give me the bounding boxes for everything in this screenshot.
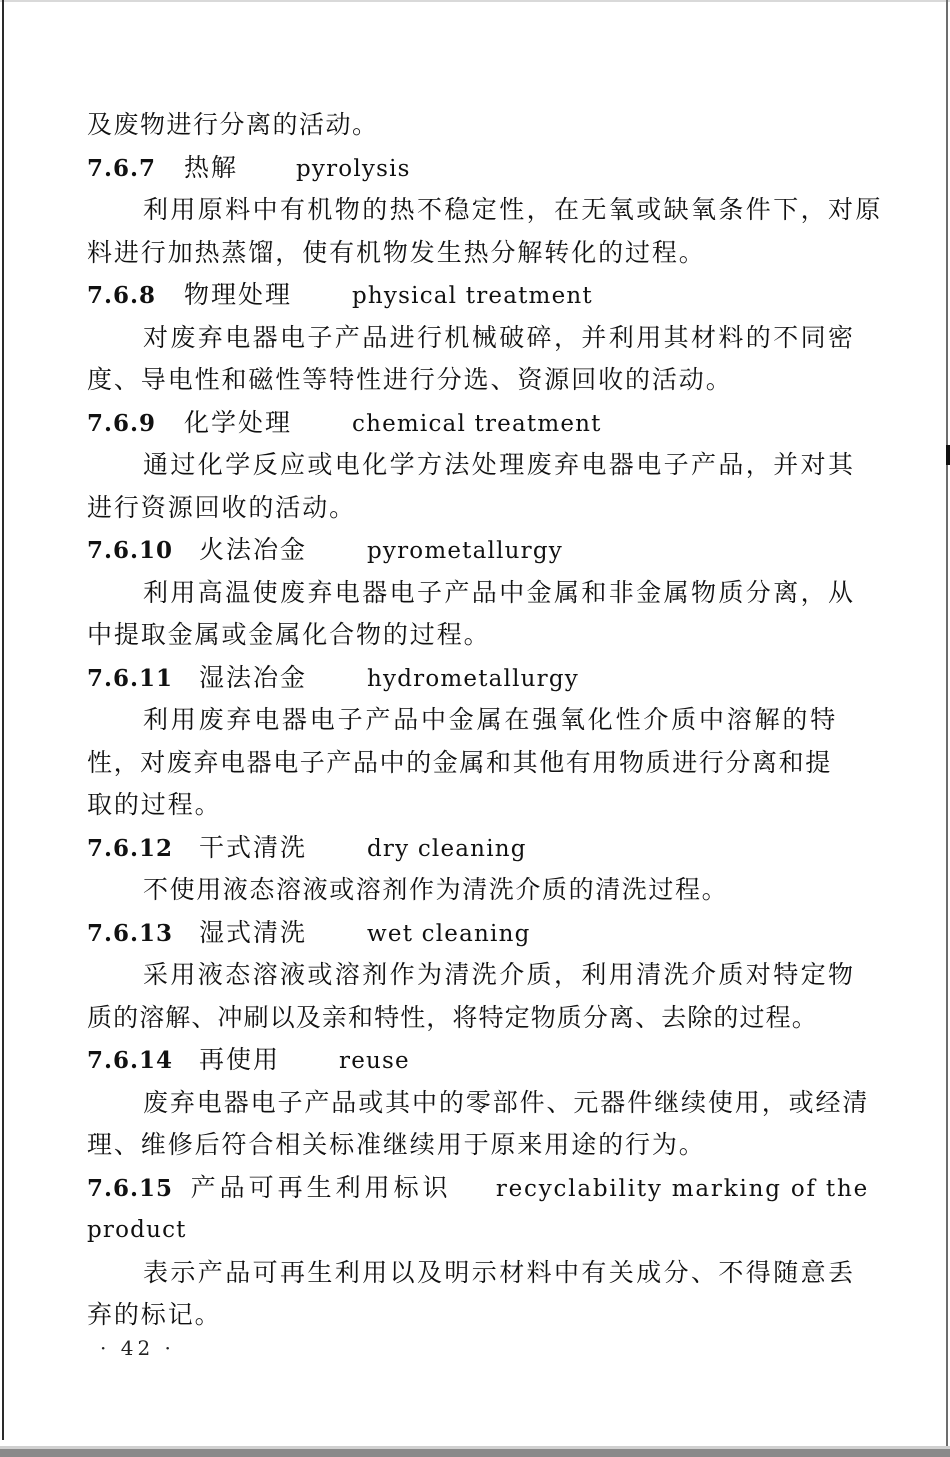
term-heading (87, 912, 869, 955)
clause-number: 7.6.8 (87, 282, 157, 309)
clause-number: 7.6.10 (87, 537, 174, 564)
page-edge-left (2, 0, 4, 1440)
term-chinese: 湿法冶金 (199, 662, 308, 692)
term-chinese: 火法冶金 (199, 535, 308, 564)
clause-number: 7.6.9 (87, 409, 157, 437)
definition-line: 利用原料中有机物的热不稳定性，在无氧或缺氧条件下，对原 (143, 195, 883, 224)
definition-text (87, 317, 869, 402)
definition-text (87, 572, 869, 657)
definition-text (87, 444, 869, 529)
definition-line: 度、导电性和磁性等特性进行分选、资源回收的活动。 (87, 365, 733, 394)
definition-line: 表示产品可再生利用以及明示材料中有关成分、不得随意丢 (143, 1257, 856, 1287)
term-heading (87, 1039, 869, 1082)
term-heading (87, 827, 869, 870)
continuation-text: 及废物进行分离的活动。 (87, 110, 379, 139)
definition-line: 弃的标记。 (87, 1300, 222, 1329)
term-english: wet cleaning (367, 920, 531, 947)
definition-text (87, 699, 869, 827)
clause-number: 7.6.12 (87, 834, 174, 862)
definition-line: 进行资源回收的活动。 (87, 492, 357, 522)
page-edge-top (0, 0, 950, 2)
term-english: hydrometallurgy (367, 665, 579, 692)
definition-line: 利用废弃电器电子产品中金属在强氧化性介质中溶解的特 (143, 705, 839, 734)
clause-number: 7.6.13 (87, 919, 174, 947)
definition-line: 不使用液态溶液或溶剂作为清洗介质的清洗过程。 (143, 875, 729, 904)
clause-number: 7.6.15 (87, 1174, 174, 1202)
term-chinese: 湿式清洗 (199, 917, 308, 947)
definition-text (87, 954, 869, 1039)
definition-line: 对废弃电器电子产品进行机械破碎，并利用其材料的不同密 (143, 322, 856, 352)
term-english: dry cleaning (367, 835, 527, 862)
term-chinese: 化学处理 (184, 407, 293, 437)
definition-line: 采用液态溶液或溶剂作为清洗介质，利用清洗介质对特定物 (143, 960, 856, 989)
term-heading (87, 274, 869, 317)
definition-line: 中提取金属或金属化合物的过程。 (87, 620, 491, 649)
definition-line: 性，对废弃电器电子产品中的金属和其他有用物质进行分离和提 (87, 747, 832, 777)
page-edge-right (946, 0, 948, 1457)
definition-line: 取的过程。 (87, 790, 222, 819)
term-chinese: 物理处理 (184, 280, 293, 309)
clause-number: 7.6.11 (87, 664, 174, 692)
term-heading (87, 1167, 869, 1210)
term-english-continued: product (87, 1217, 187, 1243)
page-edge-mark (946, 445, 950, 465)
term-chinese: 干式清洗 (199, 832, 308, 862)
term-english: recyclability marking of the (495, 1175, 869, 1202)
term-heading (87, 529, 869, 572)
definition-line: 料进行加热蒸馏，使有机物发生热分解转化的过程。 (87, 237, 706, 267)
term-english: pyrolysis (296, 155, 411, 182)
definition-text (87, 189, 883, 274)
term-heading (87, 147, 869, 190)
clause-number: 7.6.14 (87, 1047, 174, 1074)
term-english: reuse (339, 1048, 410, 1074)
definition-line: 理、维修后符合相关标准继续用于原来用途的行为。 (87, 1130, 706, 1159)
page-number: · 42 · (100, 1336, 175, 1360)
term-chinese: 产品可再生利用标识 (190, 1172, 452, 1202)
definition-line: 废弃电器电子产品或其中的零部件、元器件继续使用，或经清 (143, 1087, 870, 1117)
definition-text (87, 869, 869, 912)
definition-line: 利用高温使废弃电器电子产品中金属和非金属物质分离，从 (143, 577, 856, 607)
definition-text (87, 1082, 869, 1167)
term-chinese: 热解 (184, 152, 239, 182)
page-edge-bottom (0, 1449, 950, 1457)
clause-number: 7.6.7 (87, 154, 157, 182)
term-english: chemical treatment (352, 410, 602, 437)
term-heading (87, 657, 869, 700)
definition-text (87, 1252, 869, 1337)
term-heading (87, 402, 869, 445)
definition-line: 质的溶解、冲刷以及亲和特性，将特定物质分离、去除的过程。 (87, 1002, 818, 1032)
document-body (87, 104, 883, 1337)
term-chinese: 再使用 (199, 1045, 281, 1074)
term-english: physical treatment (352, 283, 593, 309)
term-english: pyrometallurgy (367, 538, 563, 564)
definition-line: 通过化学反应或电化学方法处理废弃电器电子产品，并对其 (143, 450, 856, 479)
